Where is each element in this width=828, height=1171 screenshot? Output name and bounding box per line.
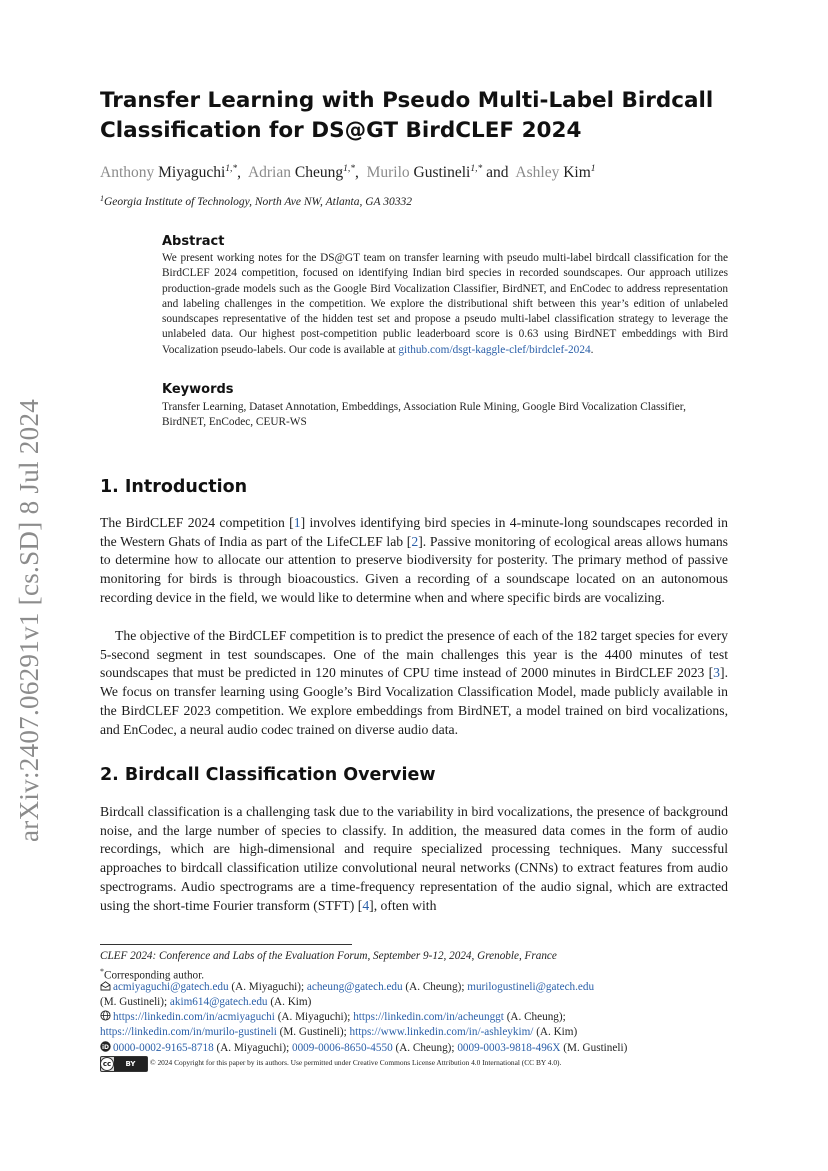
author-marks: 1 [590,164,596,174]
abstract-text: We present working notes for the DS@GT team on transfer learning with pseudo multi-label birdcall classification for the BirdCLEF 2024 competition, focused on identifying Indian bird species in recorded soundscapes. Our approach utilizes production-grade models such as the Google Bird Vocalization Classifier, BirdNET, and EnCodec to address representation and labeling challenges in the competition. We explore the distributional shift between this year’s edition of unlabeled soundscapes representative of the hidden test set and propose a pseudo multi-label classification strategy to leverage the unlabeled data. Our highest post-competition public leaderboard score is 0.63 using BirdNET embeddings with Bird Vocalization pseudo-labels. Our code is available at [162,252,728,356]
orcid-owner: (A. Cheung); [395,1042,455,1054]
cc-icon: cc [100,1057,114,1071]
title-line-2: Classification for DS@GT BirdCLEF 2024 [100,118,582,143]
footnote-websites [100,1010,740,1026]
website-link[interactable]: https://linkedin.com/in/acmiyaguchi [113,1011,275,1023]
author-separator: , [237,164,242,181]
text-run: The objective of the BirdCLEF competition is to predict the presence of each of the 182 target species for every 5-second segment in test soundscapes. One of the main challenges this year is the 4400 minutes of test soundscapes that must be predicted in 120 minutes of CPU time instead of 2000 minutes in BirdCLEF 2023 [ [100,628,728,681]
author-separator: , [354,164,359,181]
orcid-owner: (A. Miyaguchi); [216,1042,290,1054]
envelope-icon [100,981,111,996]
corresponding-text: Corresponding author. [104,969,205,982]
overview-paragraph-1 [100,803,728,915]
citation-link[interactable]: 3 [713,665,721,681]
text-run: ]. Passive monitoring of ecological areas allows humans to determine how to allocate our attention to preserve biodiversity for posterity. The primary method of passive monitoring for birds is through bioacoustics. Given a recording of a soundscape located on an autonomous recording device in the field, we would like to determine when and where specific birds are vocalizing. [100,533,728,605]
section-heading-introduction: 1. Introduction [100,477,248,497]
orcid-link[interactable]: 0000-0002-9165-8718 [113,1042,214,1054]
email-link[interactable]: murilogustineli@gatech.edu [467,981,595,993]
intro-paragraph-2 [100,627,728,739]
email-owner: (A. Miyaguchi); [231,981,305,993]
globe-icon [100,1010,111,1026]
text-run: ]. We focus on transfer learning using Google’s Bird Vocalization Classification Model, made publicly available in the BirdCLEF 2023 competition. We explore embeddings from BirdNET, a model trained on bird vocalizations, and EnCodec, a neural audio codec trained on diverse audio data. [100,665,728,737]
code-repository-link[interactable]: github.com/dsgt-kaggle-clef/birdclef-2024 [398,343,591,356]
footnote-star: * [100,967,104,976]
author-first-name: Ashley [515,164,560,181]
cc-by-license-badge [100,1056,148,1072]
affiliation-mark: 1 [100,194,104,203]
website-link[interactable]: https://linkedin.com/in/murilo-gustineli [100,1026,277,1038]
footnote-websites-continued [100,1025,740,1040]
paper-title [100,86,740,146]
intro-paragraph-1 [100,514,728,608]
title-line-1: Transfer Learning with Pseudo Multi-Label Birdcall [100,88,714,113]
abstract-body [162,251,728,358]
affiliation [100,194,740,208]
citation-link[interactable]: 1 [293,515,301,530]
author-first-name: Adrian [247,164,291,181]
by-icon: BY [114,1057,147,1071]
orcid-owner: (M. Gustineli) [563,1042,628,1054]
section-heading-overview: 2. Birdcall Classification Overview [100,765,436,785]
website-link[interactable]: https://linkedin.com/in/acheunggt [353,1011,504,1023]
email-link[interactable]: acmiyaguchi@gatech.edu [113,981,229,993]
citation-link[interactable]: 2 [411,533,419,549]
license-notice: © 2024 Copyright for this paper by its authors. Use permitted under Creative Commons License Attribution 4.0 International (CC BY 4.0). [150,1058,562,1067]
footnote-emails-continued [100,995,740,1010]
website-owner: (A. Cheung); [506,1011,566,1023]
abstract-end: . [590,343,594,356]
author-last-name: Gustineli [413,164,471,181]
author-marks: 1,* [470,164,483,174]
arxiv-identifier: arXiv:2407.06291v1 [cs.SD] 8 Jul 2024 [14,398,44,842]
author-last-name: Kim [563,164,591,181]
website-link[interactable]: https://www.linkedin.com/in/-ashleykim/ [349,1026,534,1038]
footnote-conference: CLEF 2024: Conference and Labs of the Evaluation Forum, September 9-12, 2024, Grenoble, France [100,950,557,962]
footnote-emails [100,980,740,996]
svg-text:iD: iD [101,1043,110,1051]
email-owner: (A. Cheung); [405,981,465,993]
website-owner: (M. Gustineli); [279,1026,347,1038]
keywords-heading: Keywords [162,382,234,397]
text-run: ] involves identifying bird species in 4-minute-long soundscapes recorded in the Western Ghats of India as part of the LifeCLEF lab [ [100,515,728,549]
author-last-name: Cheung [294,164,344,181]
author-last-name: Miyaguchi [158,164,226,181]
author-and: and [486,164,509,181]
author-first-name: Anthony [100,164,155,181]
keywords-list: Transfer Learning, Dataset Annotation, Embeddings, Association Rule Mining, Google Bird Vocalization Classifier, BirdNET, EnCodec, CEUR-WS [162,401,686,429]
email-owner: (A. Kim) [270,996,312,1008]
author-first-name: Murilo [366,164,410,181]
orcid-icon [100,1041,111,1057]
email-link[interactable]: akim614@gatech.edu [169,996,268,1008]
website-owner: (A. Miyaguchi); [277,1011,351,1023]
text-run: ], often with [369,897,437,913]
abstract-heading: Abstract [162,234,225,249]
website-owner: (A. Kim) [536,1026,578,1038]
text-run: Birdcall classification is a challenging task due to the variability in bird vocalizations, the presence of background noise, and the large number of species to classify. In addition, the measured data comes in the form of audio recordings, which are high-dimensional and require specialized processing techniques. Many successful approaches to birdcall classification utilize convolutional neural networks (CNNs) to extract features from audio spectrograms. Audio spectrograms are a time-frequency representation of the audio signal, which are extracted using the short-time Fourier transform (STFT) [ [100,804,728,913]
orcid-link[interactable]: 0009-0003-9818-496X [457,1042,561,1054]
citation-link[interactable]: 4 [362,897,370,913]
orcid-link[interactable]: 0009-0006-8650-4550 [291,1042,393,1054]
footnote-rule [100,944,352,945]
email-owner: (M. Gustineli); [100,996,168,1008]
author-marks: 1,* [343,164,355,174]
email-link[interactable]: acheung@gatech.edu [306,981,403,993]
text-run: The BirdCLEF 2024 competition [ [100,515,294,530]
affiliation-text: Georgia Institute of Technology, North Ave NW, Atlanta, GA 30332 [104,196,412,208]
footnote-orcids [100,1041,740,1057]
author-list [100,159,740,183]
author-marks: 1,* [225,164,238,174]
